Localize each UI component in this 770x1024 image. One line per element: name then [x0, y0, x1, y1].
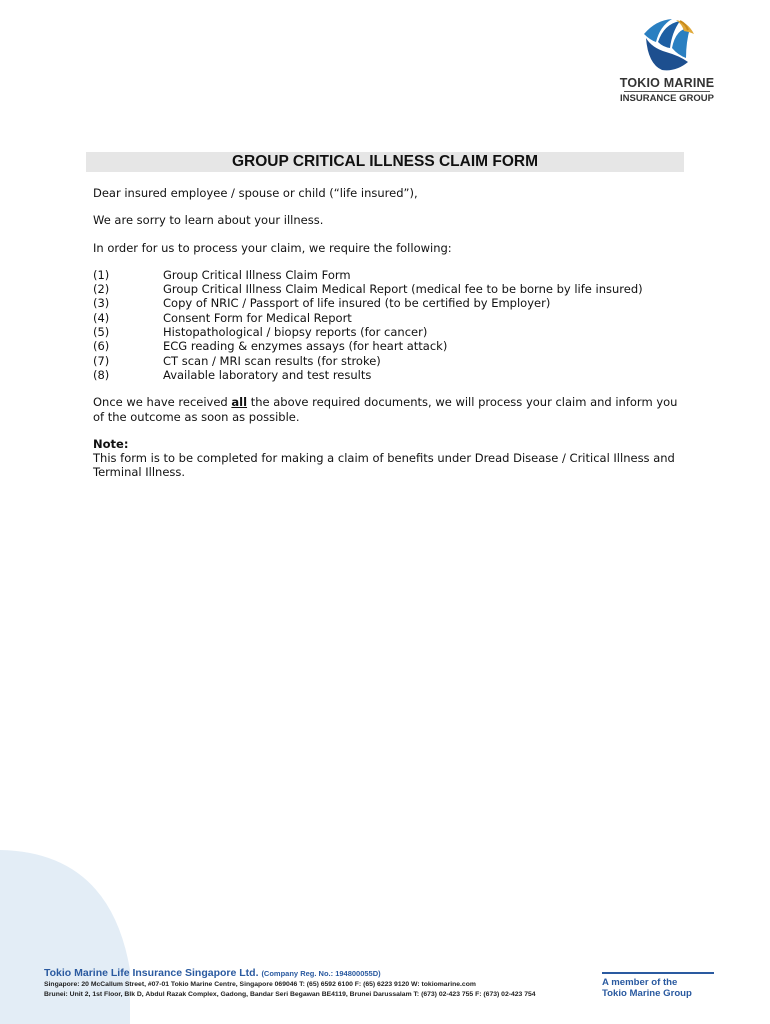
closing-before: Once we have received	[93, 395, 232, 410]
greeting: Dear insured employee / spouse or child (“life insured”),	[93, 186, 418, 200]
item-number: (6)	[93, 339, 110, 354]
item-number: (1)	[93, 267, 110, 282]
member-divider	[602, 972, 714, 974]
footer-reg-no: (Company Reg. No.: 194800055D)	[261, 969, 381, 978]
list-item	[93, 311, 683, 325]
member-line1: A member of the	[602, 977, 678, 988]
note-label: Note:	[93, 436, 129, 451]
letter-body	[93, 186, 683, 480]
tokio-marine-logo	[612, 14, 722, 104]
item-text: Available laboratory and test results	[163, 367, 372, 382]
item-text: Histopathological / biopsy reports (for cancer)	[163, 325, 428, 340]
list-item	[93, 296, 683, 310]
note-text: This form is to be completed for making a claim of benefits under Dread Disease / Critical Illness and Terminal Illness.	[93, 451, 675, 480]
list-item	[93, 354, 683, 368]
form-title: GROUP CRITICAL ILLNESS CLAIM FORM	[86, 152, 684, 172]
logo-divider	[624, 91, 710, 92]
item-number: (5)	[93, 325, 110, 340]
item-text: Consent Form for Medical Report	[163, 310, 352, 325]
logo-name-line2: INSURANCE GROUP	[620, 93, 714, 104]
closing-after: the above required documents, we will process your claim and inform you of the outcome as soon as possible.	[93, 395, 678, 424]
footer-company-name: Tokio Marine Life Insurance Singapore Ltd.	[44, 967, 259, 979]
item-text: CT scan / MRI scan results (for stroke)	[163, 353, 381, 368]
item-text: ECG reading & enzymes assays (for heart attack)	[163, 339, 448, 354]
list-item	[93, 268, 683, 282]
sorry-message: We are sorry to learn about your illness.	[93, 213, 324, 228]
item-number: (4)	[93, 310, 110, 325]
member-badge	[602, 977, 692, 999]
item-number: (2)	[93, 282, 110, 297]
item-number: (3)	[93, 296, 110, 311]
footer-company	[44, 967, 381, 979]
closing-paragraph	[93, 395, 683, 424]
footer-brunei-address: Brunei: Unit 2, 1st Floor, Blk D, Abdul Razak Complex, Gadong, Bandar Seri Begawan BE4119, Brunei Darussalam T: (673) 02-423 755 F: (673) 02-423 754	[44, 991, 536, 998]
item-text: Group Critical Illness Claim Medical Report (medical fee to be borne by life insured)	[163, 282, 643, 297]
list-item	[93, 339, 683, 353]
item-text: Copy of NRIC / Passport of life insured (to be certified by Employer)	[163, 296, 551, 311]
item-number: (8)	[93, 367, 110, 382]
list-item	[93, 368, 683, 382]
logo-name-line1: TOKIO MARINE	[619, 76, 715, 90]
list-item	[93, 325, 683, 339]
tokio-marine-emblem-icon	[636, 14, 698, 74]
footer-singapore-address: Singapore: 20 McCallum Street, #07-01 Tokio Marine Centre, Singapore 069046 T: (65) 6592 6100 F: (65) 6223 9120 W: tokiomarine.com	[44, 981, 476, 988]
member-line2: Tokio Marine Group	[602, 988, 692, 999]
item-text: Group Critical Illness Claim Form	[163, 267, 351, 282]
closing-emphasis: all	[231, 395, 248, 410]
item-number: (7)	[93, 353, 110, 368]
requirements-intro: In order for us to process your claim, we require the following:	[93, 240, 452, 255]
list-item	[93, 282, 683, 296]
requirements-list	[93, 268, 683, 382]
